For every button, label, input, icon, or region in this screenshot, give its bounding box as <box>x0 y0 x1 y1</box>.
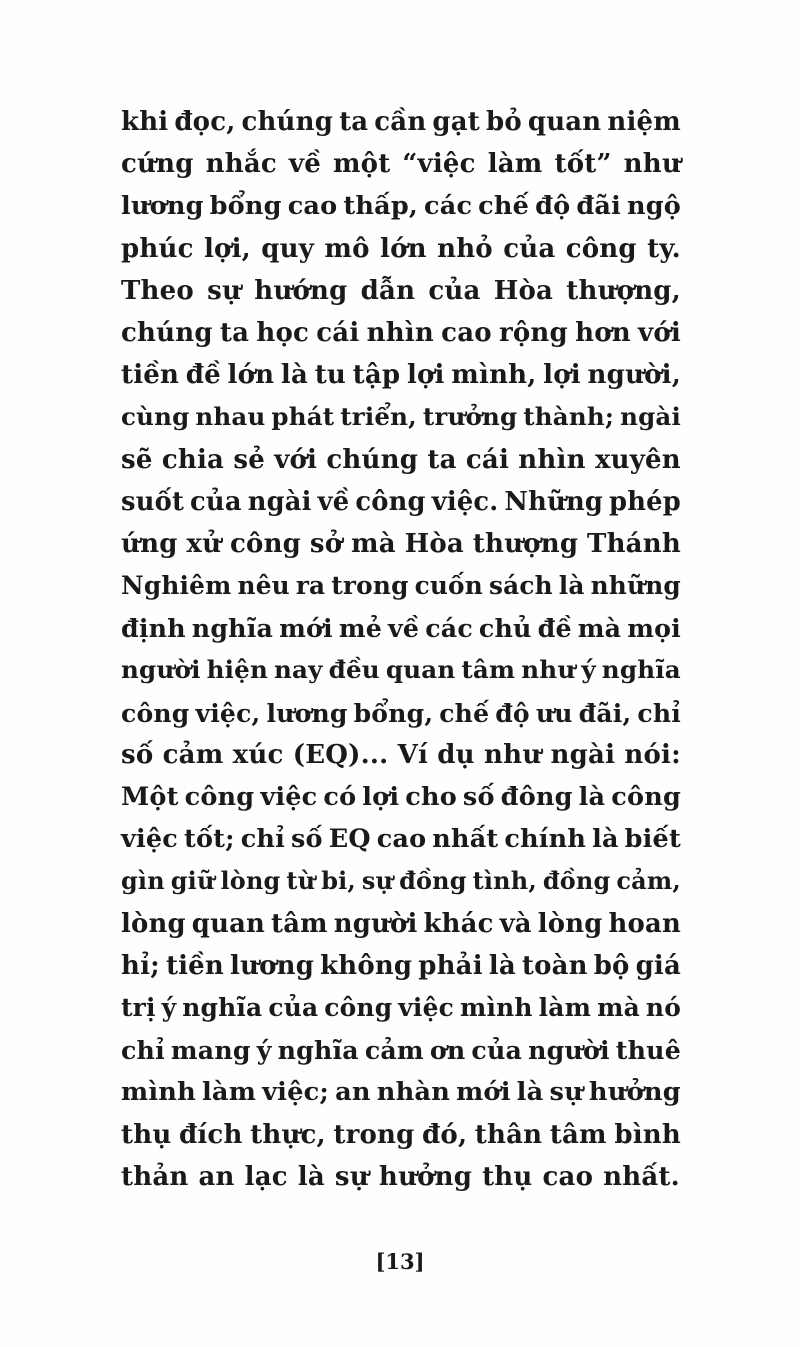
word: trưởng <box>422 402 518 432</box>
word: hiện <box>206 655 269 685</box>
word: ngài <box>247 486 312 517</box>
word: sẻ <box>233 444 265 475</box>
word: bi, <box>321 867 356 896</box>
word: không <box>320 950 413 981</box>
text-line <box>121 185 681 227</box>
word: lớn <box>380 233 427 264</box>
word: của <box>428 275 481 306</box>
word: tu <box>314 360 347 391</box>
word: nhìn <box>518 444 586 475</box>
word: công <box>565 233 637 264</box>
word: việc <box>121 824 178 855</box>
word: với <box>638 317 681 348</box>
word: đề <box>537 613 572 644</box>
word: sự <box>334 1161 369 1192</box>
word: chỉ <box>240 824 285 855</box>
word: nhất. <box>603 1161 680 1192</box>
text-line <box>121 649 681 691</box>
word: các <box>425 613 473 644</box>
word: nhỏ <box>437 233 493 264</box>
text-line <box>121 860 681 902</box>
word: là <box>578 782 606 812</box>
text-line <box>121 945 681 987</box>
word: tốt; <box>183 824 235 855</box>
word: sẽ <box>121 444 153 475</box>
word: cho <box>405 782 457 812</box>
word: nó <box>645 992 681 1022</box>
word: tiền <box>121 360 180 391</box>
text-line <box>121 143 681 185</box>
word: ngộ <box>626 191 681 222</box>
word: gạt <box>432 107 480 137</box>
word: EQ <box>328 824 371 855</box>
word: tập <box>352 360 401 391</box>
word: thân <box>474 1119 543 1150</box>
word: của <box>190 486 242 517</box>
word: cuốn <box>414 571 483 601</box>
word: về <box>317 486 350 517</box>
word: ý <box>581 655 596 685</box>
word: chúng <box>121 317 213 348</box>
word: tiền <box>165 950 224 981</box>
word: thực, <box>250 1119 326 1150</box>
word: sở <box>309 528 343 559</box>
word: mang <box>170 1035 251 1066</box>
word: là <box>592 824 619 855</box>
word: cao <box>441 317 492 348</box>
word: công <box>121 697 190 728</box>
word: ơn <box>429 1035 466 1066</box>
word: ưu <box>535 697 573 728</box>
word: lợi <box>362 782 400 812</box>
word: việc. <box>431 486 499 517</box>
word: chỉ <box>637 697 681 728</box>
text-line <box>121 270 681 312</box>
word: là <box>516 1077 544 1108</box>
word: thụ <box>121 1119 172 1150</box>
body-text <box>121 101 681 1198</box>
word: rộng <box>498 317 568 348</box>
word: phúc <box>121 233 194 264</box>
word: các <box>423 191 473 222</box>
text-line <box>121 354 681 396</box>
word: lương <box>121 191 204 222</box>
word: toàn <box>521 950 588 981</box>
word: thản <box>121 1161 189 1192</box>
text-line <box>121 734 681 776</box>
word: lương <box>266 697 348 728</box>
word: đãi, <box>578 697 632 728</box>
word: cảm <box>364 1035 424 1066</box>
word: việc, <box>195 697 261 728</box>
word: Hòa <box>493 275 554 306</box>
word: cái <box>465 444 510 475</box>
word: như <box>521 655 576 685</box>
word: bỏ <box>485 107 522 137</box>
word: người <box>333 908 418 939</box>
word: khác <box>423 908 494 939</box>
word: xuyên <box>594 444 681 475</box>
word: giữ <box>170 867 215 896</box>
word: tâm <box>271 908 328 939</box>
word: ngài <box>620 402 681 432</box>
word: “việc <box>402 149 476 180</box>
word: thuê <box>615 1035 681 1066</box>
text-line <box>121 1029 681 1071</box>
text-line <box>121 987 681 1029</box>
word: lợi <box>543 360 581 391</box>
word: từ <box>286 867 316 896</box>
word: số <box>290 824 323 855</box>
word: ta <box>219 317 250 348</box>
page-number: [13] <box>375 1249 425 1274</box>
word: biết <box>624 824 681 855</box>
word: công <box>611 782 681 812</box>
word: cảm, <box>616 867 681 896</box>
text-line <box>121 396 681 438</box>
text-line <box>121 607 681 649</box>
word: phép <box>609 486 681 517</box>
word: ra <box>295 571 326 601</box>
text-line <box>121 228 681 270</box>
word: nhàn <box>376 1077 451 1108</box>
word: trong <box>333 1119 415 1150</box>
word: nay <box>274 655 323 685</box>
word: lòng <box>537 908 603 939</box>
word: là <box>488 950 516 981</box>
word: triển, <box>340 402 417 432</box>
text-line <box>121 903 681 945</box>
word: những <box>590 571 681 601</box>
word: với <box>274 444 318 475</box>
word: về <box>288 149 321 180</box>
word: định <box>121 613 186 644</box>
word: về <box>388 613 420 644</box>
word: trị <box>121 992 156 1022</box>
text-line <box>121 818 681 860</box>
word: nghĩa <box>191 613 274 644</box>
word: thành; <box>523 402 615 432</box>
word: an <box>198 1161 235 1192</box>
word: như <box>484 739 542 770</box>
word: khi <box>121 107 169 137</box>
word: làm <box>201 1077 257 1108</box>
word: việc <box>260 782 318 812</box>
word: mình <box>459 992 533 1022</box>
word: một <box>332 149 391 180</box>
word: an <box>335 1077 371 1108</box>
word: tâm <box>461 655 516 685</box>
word: cần <box>374 107 427 137</box>
word: ta <box>339 107 369 137</box>
word: mới <box>456 1077 511 1108</box>
word: là <box>280 360 309 391</box>
word: cao <box>376 824 427 855</box>
text-line-last <box>121 1156 681 1198</box>
word: bổng <box>209 191 282 222</box>
word: Ví <box>397 739 429 770</box>
word: đồng <box>399 867 467 896</box>
word: công <box>184 782 255 812</box>
word: là <box>297 1161 325 1192</box>
word: của <box>268 992 319 1022</box>
word: bổng, <box>353 697 434 728</box>
word: cùng <box>121 402 190 432</box>
word: cái <box>316 317 360 348</box>
word: nói: <box>624 739 681 770</box>
word: mà <box>577 613 622 644</box>
word: người <box>121 655 201 685</box>
word: độ <box>535 191 571 222</box>
word: và <box>499 908 532 939</box>
word: nghĩa <box>277 1035 359 1066</box>
word: ngài <box>550 739 616 770</box>
word: đồng <box>542 867 611 896</box>
word: nghĩa <box>601 655 681 685</box>
word: chúng <box>241 107 334 137</box>
word: nhìn <box>366 317 434 348</box>
word: (EQ)... <box>292 739 389 770</box>
word: công <box>230 528 302 559</box>
word: ý <box>161 992 177 1022</box>
word: ty. <box>647 233 681 264</box>
word: hưởng <box>378 1161 473 1192</box>
word: cứng <box>121 149 194 180</box>
word: cảm <box>162 739 224 770</box>
word: nhất <box>432 824 499 855</box>
text-line <box>121 101 681 143</box>
word: có <box>323 782 357 812</box>
word: nêu <box>237 571 290 601</box>
word: xử <box>186 528 222 559</box>
word: hỉ; <box>121 950 160 981</box>
text-line <box>121 523 681 565</box>
word: Một <box>121 782 179 812</box>
word: lạc <box>244 1161 288 1192</box>
word: cao <box>542 1161 594 1192</box>
word: đề <box>185 360 221 391</box>
word: hơn <box>575 317 631 348</box>
word: sự <box>207 275 242 306</box>
word: nhau <box>195 402 266 432</box>
word: niệm <box>607 107 681 137</box>
word: việc <box>398 992 454 1022</box>
word: là <box>558 571 585 601</box>
word: quan <box>191 908 266 939</box>
word: việc; <box>262 1077 330 1108</box>
word: mình <box>121 1077 196 1108</box>
word: sự <box>549 1077 583 1108</box>
word: như <box>623 149 681 180</box>
word: đích <box>178 1119 243 1150</box>
text-line <box>121 312 681 354</box>
word: thượng <box>472 528 579 559</box>
word: ta <box>427 444 457 475</box>
word: cao <box>287 191 338 222</box>
word: Theo <box>121 275 194 306</box>
word: đọc, <box>174 107 236 137</box>
word: ý <box>256 1035 272 1066</box>
word: số <box>462 782 495 812</box>
word: hoan <box>608 908 681 939</box>
word: chế <box>478 191 530 222</box>
word: học <box>256 317 310 348</box>
word: làm <box>487 149 543 180</box>
word: lớn <box>227 360 275 391</box>
word: lợi, <box>203 233 251 264</box>
word: thượng, <box>566 275 681 306</box>
text-line <box>121 692 681 734</box>
word: Hòa <box>404 528 464 559</box>
word: nghĩa <box>182 992 263 1022</box>
word: tốt” <box>554 149 612 180</box>
text-line <box>121 1114 681 1156</box>
word: phải <box>418 950 483 981</box>
word: đó, <box>422 1119 468 1150</box>
word: công <box>324 992 393 1022</box>
word: bình <box>614 1119 681 1150</box>
word: thấp, <box>343 191 418 222</box>
word: độ <box>495 697 530 728</box>
word: sách <box>488 571 553 601</box>
word: phát <box>271 402 335 432</box>
text-line <box>121 565 681 607</box>
word: làm <box>538 992 592 1022</box>
word: chỉ <box>121 1035 165 1066</box>
word: suốt <box>121 486 185 517</box>
word: chế <box>439 697 490 728</box>
word: đông <box>500 782 573 812</box>
word: mọi <box>627 613 681 644</box>
word: chúng <box>326 444 419 475</box>
word: đều <box>328 655 380 685</box>
text-line <box>121 776 681 818</box>
word: tình, <box>472 867 537 896</box>
word: tâm <box>549 1119 607 1150</box>
word: hướng <box>254 275 348 306</box>
word: dẫn <box>360 275 416 306</box>
word: hưởng <box>588 1077 681 1108</box>
word: lòng <box>220 867 281 896</box>
word: mô <box>324 233 370 264</box>
word: nhắc <box>205 149 277 180</box>
word: thụ <box>482 1161 533 1192</box>
word: lợi <box>406 360 445 391</box>
word: Những <box>504 486 604 517</box>
word: dụ <box>437 739 475 770</box>
word: của <box>503 233 556 264</box>
word: mà <box>597 992 640 1022</box>
word: lương <box>229 950 315 981</box>
word: người <box>528 1035 610 1066</box>
word: chủ <box>478 613 532 644</box>
word: lòng <box>121 908 186 939</box>
word: công <box>355 486 426 517</box>
text-line <box>121 439 681 481</box>
word: ứng <box>121 528 178 559</box>
word: quan <box>385 655 456 685</box>
word: trong <box>331 571 409 601</box>
word: Thánh <box>587 528 681 559</box>
word: của <box>471 1035 523 1066</box>
word: sự <box>361 867 394 896</box>
word: chia <box>161 444 225 475</box>
word: Nghiêm <box>121 571 232 601</box>
word: xúc <box>232 739 284 770</box>
word: gìn <box>121 867 165 896</box>
word: mình, <box>451 360 537 391</box>
word: chính <box>504 824 587 855</box>
word: quy <box>261 233 315 264</box>
word: số <box>121 739 154 770</box>
word: mà <box>351 528 396 559</box>
word: mẻ <box>338 613 383 644</box>
text-line <box>121 481 681 523</box>
word: bộ <box>593 950 630 981</box>
text-line <box>121 1071 681 1113</box>
word: mới <box>279 613 333 644</box>
word: người, <box>587 360 681 391</box>
word: đãi <box>576 191 621 222</box>
word: giá <box>635 950 681 981</box>
word: quan <box>527 107 602 137</box>
